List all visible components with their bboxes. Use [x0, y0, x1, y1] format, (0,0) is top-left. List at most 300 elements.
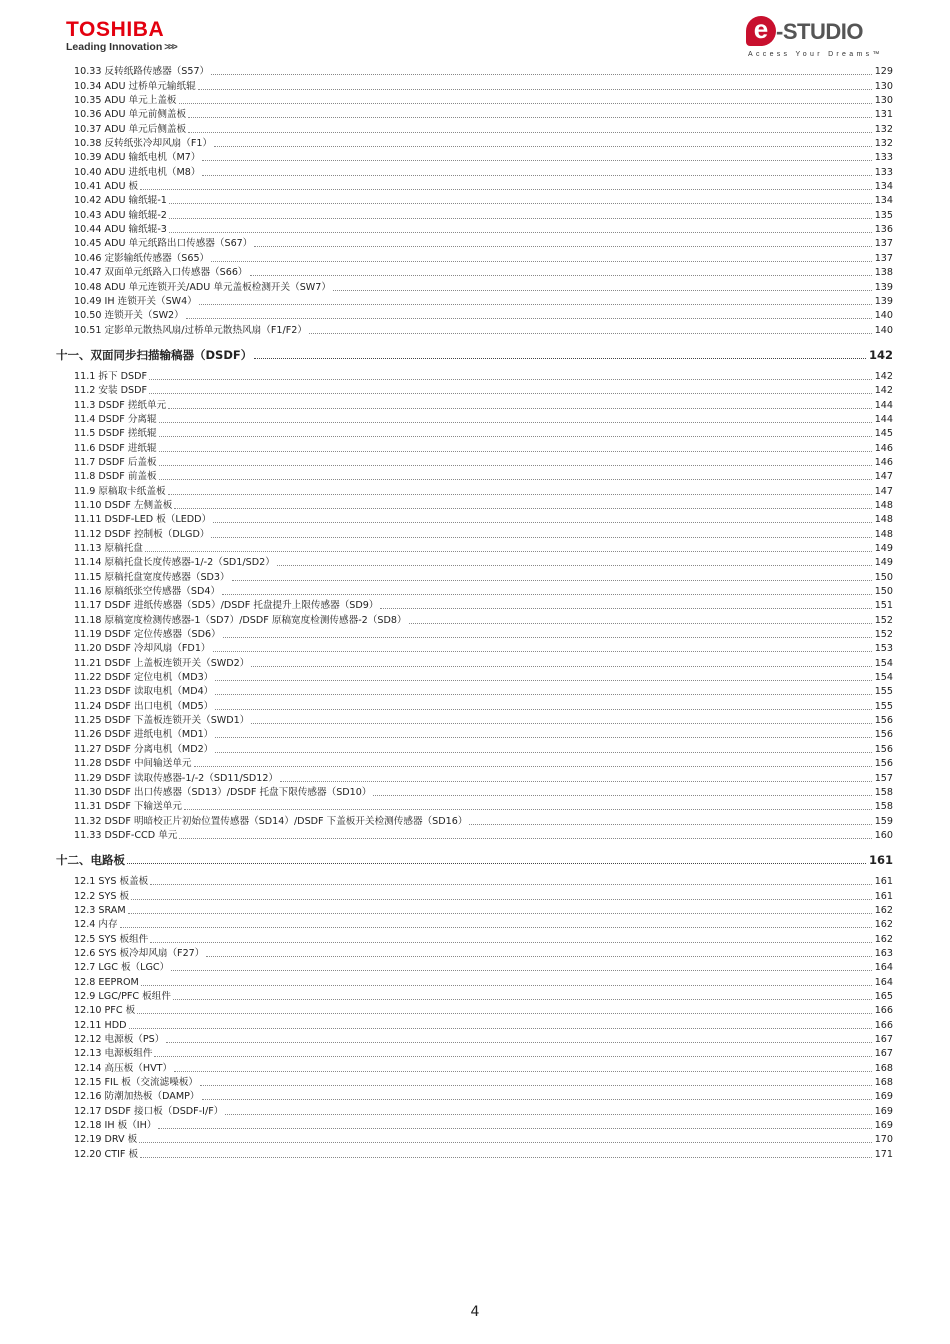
- toc-entry-title: 10.50 连锁开关（SW2）: [74, 310, 184, 322]
- toc-entry-title: 12.19 DRV 板: [74, 1134, 138, 1146]
- toc-entry[interactable]: [56, 974, 893, 988]
- toc-entry[interactable]: [56, 93, 893, 107]
- toc-entry[interactable]: [56, 655, 893, 669]
- toc-entry-page: 134: [874, 195, 893, 207]
- toc-entry-page: 169: [874, 1120, 893, 1132]
- page-header: [0, 0, 950, 64]
- toc-entry[interactable]: [56, 1032, 893, 1046]
- toc-leader: [232, 580, 872, 581]
- toc-entry[interactable]: [56, 1132, 893, 1146]
- toc-entry-page: 150: [874, 571, 893, 583]
- toc-entry-title: 11.22 DSDF 定位电机（MD3）: [74, 672, 214, 684]
- toc-entry-title: 11.10 DSDF 左侧盖板: [74, 499, 173, 511]
- toc-entry[interactable]: [56, 770, 893, 784]
- toc-section-page: 161: [868, 852, 893, 867]
- toc-entry-title: 10.40 ADU 进纸电机（M8）: [74, 166, 201, 178]
- toc-leader: [159, 422, 872, 423]
- toc-entry[interactable]: [56, 440, 893, 454]
- toc-entry-title: 10.36 ADU 单元前侧盖板: [74, 109, 187, 121]
- toc-leader: [159, 451, 872, 452]
- toc-entry-title: 12.16 防潮加热板（DAMP）: [74, 1091, 200, 1103]
- toc-entry[interactable]: [56, 250, 893, 264]
- toc-entry[interactable]: [56, 727, 893, 741]
- toc-entry-page: 169: [874, 1091, 893, 1103]
- toc-entry[interactable]: [56, 222, 893, 236]
- toc-leader: [127, 863, 866, 864]
- toc-entry-title: 11.32 DSDF 明暗校正片初始位置传感器（SD14）/DSDF 下盖板开关检测传感器（SD16）: [74, 815, 468, 827]
- toc-entry-title: 11.27 DSDF 分离电机（MD2）: [74, 743, 214, 755]
- toc-entry-title: 12.14 高压板（HVT）: [74, 1062, 173, 1074]
- toc-entry-title: 12.15 FIL 板（交流滤噪板）: [74, 1077, 199, 1089]
- toc-entry-title: 11.11 DSDF-LED 板（LEDD）: [74, 514, 212, 526]
- toc-leader: [166, 1042, 871, 1043]
- toc-entry[interactable]: [56, 107, 893, 121]
- toc-entry-title: 12.6 SYS 板冷却风扇（F27）: [74, 947, 205, 959]
- toc-leader: [222, 594, 872, 595]
- toc-leader: [169, 232, 872, 233]
- toc-entry[interactable]: [56, 78, 893, 92]
- toc-entry-title: 12.4 内存: [74, 919, 118, 931]
- toc-entry[interactable]: [56, 584, 893, 598]
- toc-entry-page: 162: [874, 904, 893, 916]
- toc-leader: [169, 218, 872, 219]
- toc-entry-title: 11.31 DSDF 下输送单元: [74, 801, 182, 813]
- toc-entry-title: 11.5 DSDF 搓纸辊: [74, 428, 157, 440]
- toc-entry-title: 12.10 PFC 板: [74, 1005, 136, 1017]
- toc-entry-page: 155: [874, 700, 893, 712]
- toshiba-tagline: [66, 41, 176, 54]
- toc-entry[interactable]: [56, 64, 893, 78]
- toc-entry-page: 161: [874, 890, 893, 902]
- toc-entry[interactable]: [56, 207, 893, 221]
- toc-leader: [206, 956, 871, 957]
- toc-leader: [141, 985, 872, 986]
- toc-leader: [140, 1157, 872, 1158]
- toc-entry-page: 151: [874, 600, 893, 612]
- toc-entry-page: 133: [874, 166, 893, 178]
- toc-entry-page: 130: [874, 95, 893, 107]
- toc-entry-page: 165: [874, 990, 893, 1002]
- toc-section-page: 142: [868, 347, 893, 362]
- toc-entry-title: 10.33 反转纸路传感器（S57）: [74, 66, 210, 78]
- toc-entry-page: 146: [874, 442, 893, 454]
- toc-entry[interactable]: [56, 512, 893, 526]
- toc-section-title: 十二、电路板: [56, 852, 125, 867]
- toc-entry-page: 168: [874, 1062, 893, 1074]
- toc-entry-title: 10.49 IH 连锁开关（SW4）: [74, 295, 197, 307]
- toc-entry-page: 156: [874, 758, 893, 770]
- toc-leader: [188, 132, 872, 133]
- toc-entry-page: 164: [874, 976, 893, 988]
- toc-entry-page: 144: [874, 399, 893, 411]
- toc-entry-page: 169: [874, 1105, 893, 1117]
- toc-leader: [211, 261, 872, 262]
- toc-entry-page: 133: [874, 152, 893, 164]
- toc-entry-title: 11.9 原稿取卡纸盖板: [74, 485, 166, 497]
- toc-leader: [202, 1099, 872, 1100]
- toc-leader: [225, 1114, 871, 1115]
- toc-entry[interactable]: [56, 193, 893, 207]
- toc-entry-title: 12.1 SYS 板盖板: [74, 876, 149, 888]
- toc-entry[interactable]: [56, 1075, 893, 1089]
- toc-entry-title: 11.23 DSDF 读取电机（MD4）: [74, 686, 214, 698]
- toc-entry[interactable]: [56, 498, 893, 512]
- toc-entry[interactable]: [56, 308, 893, 322]
- toc-entry[interactable]: [56, 684, 893, 698]
- toc-entry-page: 129: [874, 66, 893, 78]
- toc-entry[interactable]: [56, 236, 893, 250]
- toc-entry[interactable]: [56, 1046, 893, 1060]
- estudio-wordmark: -STUDIO: [776, 19, 863, 44]
- toc-entry[interactable]: [56, 322, 893, 336]
- toc-entry-title: 11.14 原稿托盘长度传感器-1/-2（SD1/SD2）: [74, 557, 275, 569]
- toc-entry-page: 149: [874, 557, 893, 569]
- toc-entry[interactable]: [56, 1060, 893, 1074]
- toc-entry-title: 11.4 DSDF 分离辊: [74, 413, 157, 425]
- page-number: 4: [470, 1304, 480, 1320]
- toc-leader: [150, 942, 871, 943]
- toc-leader: [211, 74, 872, 75]
- toc-entry-page: 162: [874, 933, 893, 945]
- toc-entry-title: 12.18 IH 板（IH）: [74, 1120, 157, 1132]
- toc-entry-page: 150: [874, 586, 893, 598]
- toc-leader: [202, 175, 871, 176]
- toc-leader: [409, 623, 872, 624]
- toc-entry-title: 10.34 ADU 过桥单元输纸辊: [74, 80, 196, 92]
- table-of-contents: [56, 64, 893, 1161]
- toc-entry-page: 168: [874, 1077, 893, 1089]
- toc-entry-title: 11.8 DSDF 前盖板: [74, 471, 157, 483]
- toc-leader: [137, 1013, 872, 1014]
- toc-entry-title: 10.51 定影单元散热风扇/过桥单元散热风扇（F1/F2）: [74, 324, 307, 336]
- toc-entry-title: 11.6 DSDF 进纸辊: [74, 442, 157, 454]
- toc-entry-page: 171: [874, 1148, 893, 1160]
- toc-leader: [171, 970, 871, 971]
- toc-entry-title: 11.33 DSDF-CCD 单元: [74, 829, 178, 841]
- toc-entry-title: 12.9 LGC/PFC 板组件: [74, 990, 171, 1002]
- toc-entry[interactable]: [56, 426, 893, 440]
- estudio-slogan: Access Your Dreams™: [748, 51, 883, 58]
- toc-entry-title: 10.35 ADU 单元上盖板: [74, 95, 177, 107]
- toc-entry-page: 138: [874, 267, 893, 279]
- toc-entry-title: 11.1 拆下 DSDF: [74, 370, 148, 382]
- toc-entry-title: 11.29 DSDF 读取传感器-1/-2（SD11/SD12）: [74, 772, 279, 784]
- toc-entry-title: 12.13 电源板组件: [74, 1048, 153, 1060]
- chevron-arrows-icon: >>>: [164, 42, 176, 53]
- toc-entry-page: 132: [874, 123, 893, 135]
- toc-entry-page: 140: [874, 324, 893, 336]
- toc-entry[interactable]: [56, 1118, 893, 1132]
- toc-leader: [223, 637, 872, 638]
- toc-leader: [158, 1128, 871, 1129]
- toc-entry[interactable]: [56, 1089, 893, 1103]
- toc-entry-title: 12.20 CTIF 板: [74, 1148, 139, 1160]
- toc-entry-page: 152: [874, 629, 893, 641]
- toc-entry-page: 140: [874, 310, 893, 322]
- toc-entry-page: 154: [874, 657, 893, 669]
- toc-entry-page: 130: [874, 80, 893, 92]
- toc-entry[interactable]: [56, 541, 893, 555]
- toc-leader: [159, 436, 872, 437]
- toc-leader: [202, 160, 871, 161]
- toc-entry-page: 164: [874, 962, 893, 974]
- toc-entry[interactable]: [56, 813, 893, 827]
- toc-entry-page: 148: [874, 499, 893, 511]
- toc-entry-page: 148: [874, 514, 893, 526]
- toc-leader: [380, 608, 871, 609]
- toc-entry-title: 10.48 ADU 单元连锁开关/ADU 单元盖板检测开关（SW7）: [74, 281, 331, 293]
- toc-entry-page: 137: [874, 238, 893, 250]
- toc-entry-page: 139: [874, 281, 893, 293]
- toc-leader: [174, 508, 871, 509]
- toc-entry-title: 10.39 ADU 输纸电机（M7）: [74, 152, 201, 164]
- toc-entry-title: 12.11 HDD: [74, 1019, 127, 1031]
- toc-leader: [140, 189, 872, 190]
- toc-leader: [250, 275, 872, 276]
- toc-entry-title: 11.15 原稿托盘宽度传感器（SD3）: [74, 571, 230, 583]
- toc-leader: [149, 379, 872, 380]
- toc-entry[interactable]: [56, 179, 893, 193]
- toc-entry-page: 156: [874, 729, 893, 741]
- toc-group-12: [56, 874, 893, 1161]
- toc-entry[interactable]: [56, 469, 893, 483]
- toc-entry[interactable]: [56, 670, 893, 684]
- toc-entry[interactable]: [56, 150, 893, 164]
- toc-entry[interactable]: [56, 164, 893, 178]
- toc-entry[interactable]: [56, 917, 893, 931]
- toc-entry-title: 11.28 DSDF 中间输送单元: [74, 758, 192, 770]
- toc-entry-title: 10.45 ADU 单元纸路出口传感器（S67）: [74, 238, 253, 250]
- toc-entry[interactable]: [56, 598, 893, 612]
- toc-entry-title: 12.2 SYS 板: [74, 890, 130, 902]
- toc-entry-page: 167: [874, 1048, 893, 1060]
- toc-entry-page: 142: [874, 370, 893, 382]
- toc-entry-title: 10.44 ADU 输纸辊-3: [74, 224, 167, 236]
- toc-leader: [213, 651, 872, 652]
- toc-entry-title: 11.3 DSDF 搓纸单元: [74, 399, 167, 411]
- toc-leader: [150, 884, 871, 885]
- toc-leader: [309, 333, 872, 334]
- toc-leader: [169, 203, 872, 204]
- toc-entry[interactable]: [56, 785, 893, 799]
- toc-entry[interactable]: [56, 960, 893, 974]
- toc-entry-page: 158: [874, 801, 893, 813]
- toc-entry[interactable]: [56, 698, 893, 712]
- toc-entry[interactable]: [56, 412, 893, 426]
- toc-entry[interactable]: [56, 888, 893, 902]
- toc-entry[interactable]: [56, 741, 893, 755]
- toc-entry-title: 11.18 原稿宽度检测传感器-1（SD7）/DSDF 原稿宽度检测传感器-2（SD8）: [74, 614, 407, 626]
- toc-entry-page: 146: [874, 456, 893, 468]
- toc-entry-title: 11.25 DSDF 下盖板连锁开关（SWD1）: [74, 715, 250, 727]
- toc-entry[interactable]: [56, 483, 893, 497]
- toc-group-11: [56, 369, 893, 842]
- toc-entry-page: 132: [874, 138, 893, 150]
- toc-entry-title: 10.42 ADU 输纸辊-1: [74, 195, 167, 207]
- toc-section-11[interactable]: [56, 341, 893, 362]
- toc-leader: [215, 680, 871, 681]
- toc-entry[interactable]: [56, 641, 893, 655]
- toc-leader: [198, 89, 872, 90]
- toc-leader: [254, 246, 871, 247]
- toc-entry-title: 12.8 EEPROM: [74, 976, 139, 988]
- toc-entry-page: 166: [874, 1019, 893, 1031]
- toc-entry-title: 10.37 ADU 单元后侧盖板: [74, 123, 187, 135]
- toc-leader: [159, 465, 872, 466]
- toc-section-title: 十一、双面同步扫描输稿器（DSDF）: [56, 347, 253, 362]
- estudio-e-icon: e: [746, 16, 776, 46]
- toc-entry[interactable]: [56, 397, 893, 411]
- toc-entry[interactable]: [56, 526, 893, 540]
- toc-leader: [277, 565, 872, 566]
- toc-leader: [215, 752, 871, 753]
- toc-leader: [179, 103, 872, 104]
- toc-leader: [149, 393, 872, 394]
- toc-entry-page: 144: [874, 413, 893, 425]
- toc-entry[interactable]: [56, 294, 893, 308]
- toc-entry-page: 139: [874, 295, 893, 307]
- toc-leader: [120, 927, 872, 928]
- toc-entry[interactable]: [56, 383, 893, 397]
- toc-entry-page: 159: [874, 815, 893, 827]
- toc-leader: [139, 1142, 871, 1143]
- toc-entry-page: 148: [874, 528, 893, 540]
- toc-entry-title: 10.46 定影输纸传感器（S65）: [74, 252, 210, 264]
- toshiba-logo: [66, 19, 176, 54]
- toc-entry-page: 154: [874, 672, 893, 684]
- toc-leader: [333, 290, 872, 291]
- toc-entry[interactable]: [56, 369, 893, 383]
- toc-entry[interactable]: [56, 612, 893, 626]
- toc-entry[interactable]: [56, 136, 893, 150]
- toc-entry-page: 162: [874, 919, 893, 931]
- toc-leader: [215, 737, 871, 738]
- toc-entry-title: 11.12 DSDF 控制板（DLGD）: [74, 528, 210, 540]
- toc-entry[interactable]: [56, 627, 893, 641]
- toc-entry-page: 156: [874, 743, 893, 755]
- toc-entry-title: 11.13 原稿托盘: [74, 543, 143, 554]
- toc-entry-title: 11.24 DSDF 出口电机（MD5）: [74, 700, 214, 712]
- toc-entry-page: 158: [874, 786, 893, 798]
- toc-entry[interactable]: [56, 713, 893, 727]
- toc-leader: [199, 304, 872, 305]
- toc-leader: [174, 1071, 872, 1072]
- toc-entry-page: 147: [874, 485, 893, 497]
- toc-leader: [168, 494, 872, 495]
- toc-entry-page: 156: [874, 715, 893, 727]
- toc-leader: [186, 318, 872, 319]
- toc-entry-page: 131: [874, 109, 893, 121]
- toc-entry-title: 12.5 SYS 板组件: [74, 933, 149, 945]
- toc-entry[interactable]: [56, 989, 893, 1003]
- toc-entry-page: 134: [874, 181, 893, 193]
- toc-entry-page: 155: [874, 686, 893, 698]
- toc-leader: [200, 1085, 872, 1086]
- toc-entry-title: 12.12 电源板（PS）: [74, 1034, 165, 1045]
- toc-leader: [179, 838, 871, 839]
- toc-entry-title: 11.26 DSDF 进纸电机（MD1）: [74, 729, 214, 741]
- toc-entry[interactable]: [56, 903, 893, 917]
- toc-section-12[interactable]: [56, 846, 893, 867]
- toc-entry-page: 157: [874, 772, 893, 784]
- toc-leader: [214, 146, 872, 147]
- toc-entry-title: 11.16 原稿纸张空传感器（SD4）: [74, 586, 221, 598]
- toc-leader: [251, 723, 871, 724]
- toc-entry-title: 10.47 双面单元纸路入口传感器（S66）: [74, 267, 248, 279]
- toc-entry-page: 160: [874, 829, 893, 841]
- toc-leader: [254, 358, 866, 359]
- toc-entry[interactable]: [56, 121, 893, 135]
- toc-entry-title: 12.3 SRAM: [74, 904, 126, 916]
- toc-leader: [168, 408, 871, 409]
- toc-entry[interactable]: [56, 265, 893, 279]
- toc-group-10: [56, 64, 893, 337]
- toc-entry-page: 153: [874, 643, 893, 655]
- toc-entry-page: 147: [874, 471, 893, 483]
- toc-entry-page: 166: [874, 1005, 893, 1017]
- toc-entry[interactable]: [56, 1146, 893, 1160]
- toc-entry-page: 135: [874, 209, 893, 221]
- toc-leader: [184, 809, 872, 810]
- toc-entry-page: 137: [874, 252, 893, 264]
- toc-leader: [154, 1056, 871, 1057]
- toc-entry[interactable]: [56, 1017, 893, 1031]
- toc-leader: [251, 666, 871, 667]
- toc-entry-title: 11.7 DSDF 后盖板: [74, 456, 157, 468]
- tagline-text: Leading Innovation: [66, 41, 163, 53]
- toc-entry-page: 152: [874, 614, 893, 626]
- toc-entry-title: 11.21 DSDF 上盖板连锁开关（SWD2）: [74, 657, 250, 669]
- toc-entry-page: 163: [874, 947, 893, 959]
- toc-entry-title: 11.30 DSDF 出口传感器（SD13）/DSDF 托盘下限传感器（SD10）: [74, 786, 372, 798]
- toc-leader: [129, 1028, 872, 1029]
- toc-leader: [145, 551, 872, 552]
- toc-entry[interactable]: [56, 799, 893, 813]
- toc-entry[interactable]: [56, 455, 893, 469]
- toc-entry-title: 11.20 DSDF 冷却风扇（FD1）: [74, 643, 211, 655]
- toc-entry[interactable]: [56, 555, 893, 569]
- toc-entry[interactable]: [56, 1103, 893, 1117]
- toc-entry-title: 12.17 DSDF 接口板（DSDF-I/F）: [74, 1105, 224, 1117]
- toc-entry[interactable]: [56, 569, 893, 583]
- toc-leader: [131, 899, 872, 900]
- toc-entry-page: 145: [874, 428, 893, 440]
- toc-entry[interactable]: [56, 874, 893, 888]
- toc-entry-title: 10.38 反转纸张冷却风扇（F1）: [74, 138, 213, 150]
- toc-entry-title: 10.41 ADU 板: [74, 181, 139, 193]
- toc-leader: [213, 522, 872, 523]
- toc-entry-title: 11.17 DSDF 进纸传感器（SD5）/DSDF 托盘提升上限传感器（SD9）: [74, 600, 379, 612]
- toshiba-wordmark: TOSHIBA: [66, 18, 165, 41]
- toc-entry-page: 149: [874, 543, 893, 554]
- toc-entry[interactable]: [56, 756, 893, 770]
- toc-entry[interactable]: [56, 946, 893, 960]
- toc-entry[interactable]: [56, 931, 893, 945]
- toc-leader: [159, 479, 872, 480]
- toc-entry-page: 170: [874, 1134, 893, 1146]
- toc-entry-title: 11.2 安装 DSDF: [74, 385, 148, 397]
- toc-entry[interactable]: [56, 279, 893, 293]
- toc-entry-page: 136: [874, 224, 893, 236]
- toc-leader: [280, 781, 872, 782]
- toc-entry-page: 167: [874, 1034, 893, 1045]
- toc-entry-page: 142: [874, 385, 893, 397]
- toc-entry[interactable]: [56, 1003, 893, 1017]
- toc-leader: [373, 795, 871, 796]
- toc-leader: [194, 766, 872, 767]
- toc-leader: [188, 117, 872, 118]
- toc-entry[interactable]: [56, 828, 893, 842]
